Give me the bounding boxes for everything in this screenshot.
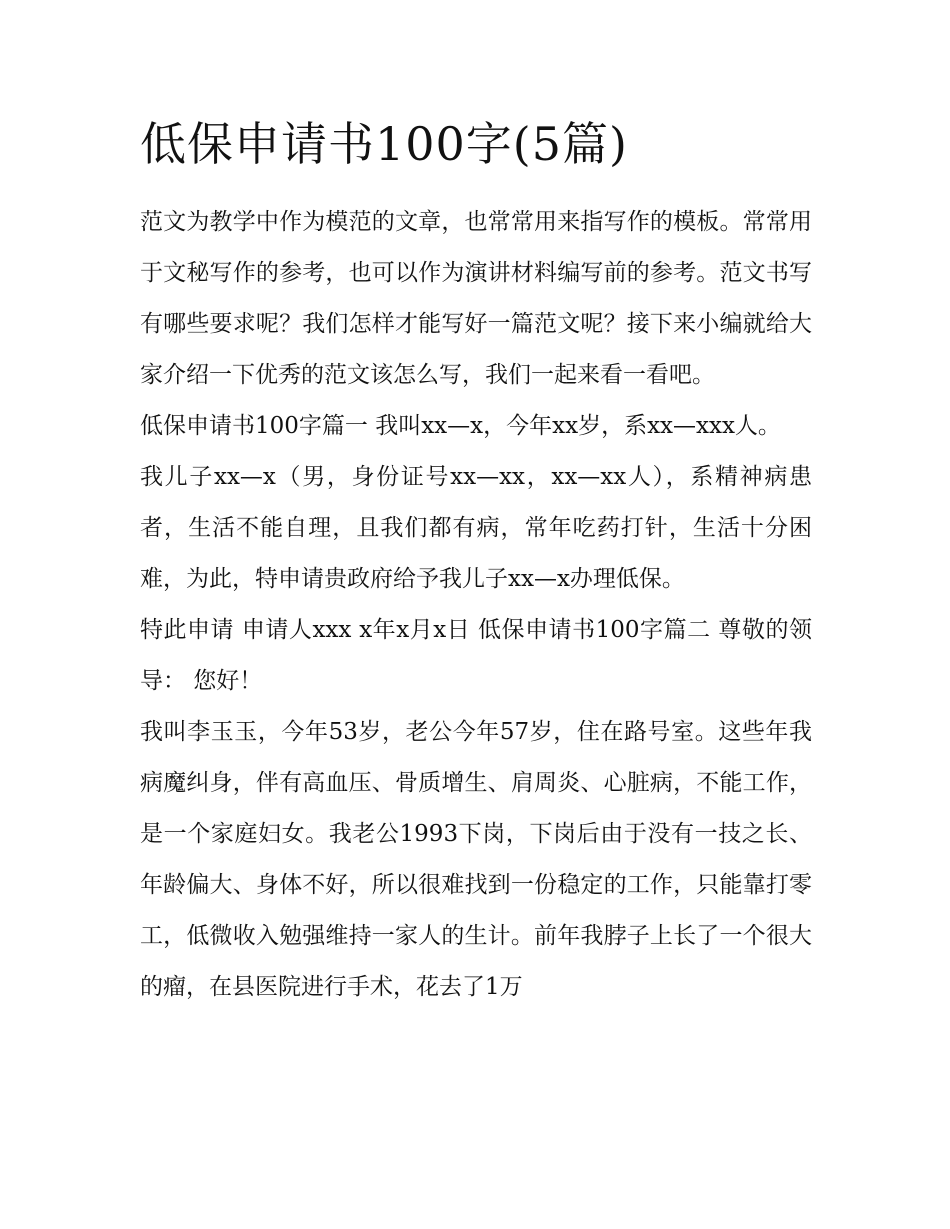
paragraph-applicant-intro: 低保申请书100字篇一 我叫xx—x，今年xx岁，系xx—xxx人。 (140, 413, 781, 439)
paragraph-signature: 特此申请 申请人xxx x年x月x日 低保申请书100字篇二 尊敬的领导： 您好！ (140, 617, 812, 694)
paragraph-son-situation: 我儿子xx—x（男，身份证号xx—xx，xx—xx人），系精神病患者，生活不能自理，且我们都有病，常年吃药打针，生活十分困难，为此，特申请贵政府给予我儿子xx—x办理低保。 (140, 464, 812, 592)
page-title: 低保申请书100字(5篇) (140, 117, 628, 171)
paragraph-second-letter: 我叫李玉玉，今年53岁，老公今年57岁，住在路号室。这些年我病魔纠身，伴有高血压、骨质增生、肩周炎、心脏病，不能工作，是一个家庭妇女。我老公1993下岗，下岗后由于没有一技之长、年龄偏大、身体不好，所以很难找到一份稳定的工作，只能靠打零工，低微收入勉强维持一家人的生计。前年我脖子上长了一个很大的瘤，在县医院进行手术，花去了1万 (140, 719, 812, 1000)
paragraph-intro: 范文为教学中作为模范的文章，也常常用来指写作的模板。常常用于文秘写作的参考，也可以作为演讲材料编写前的参考。范文书写有哪些要求呢？我们怎样才能写好一篇范文呢？接下来小编就给大家介绍一下优秀的范文该怎么写，我们一起来看一看吧。 (140, 209, 812, 388)
document-body (140, 197, 812, 1013)
